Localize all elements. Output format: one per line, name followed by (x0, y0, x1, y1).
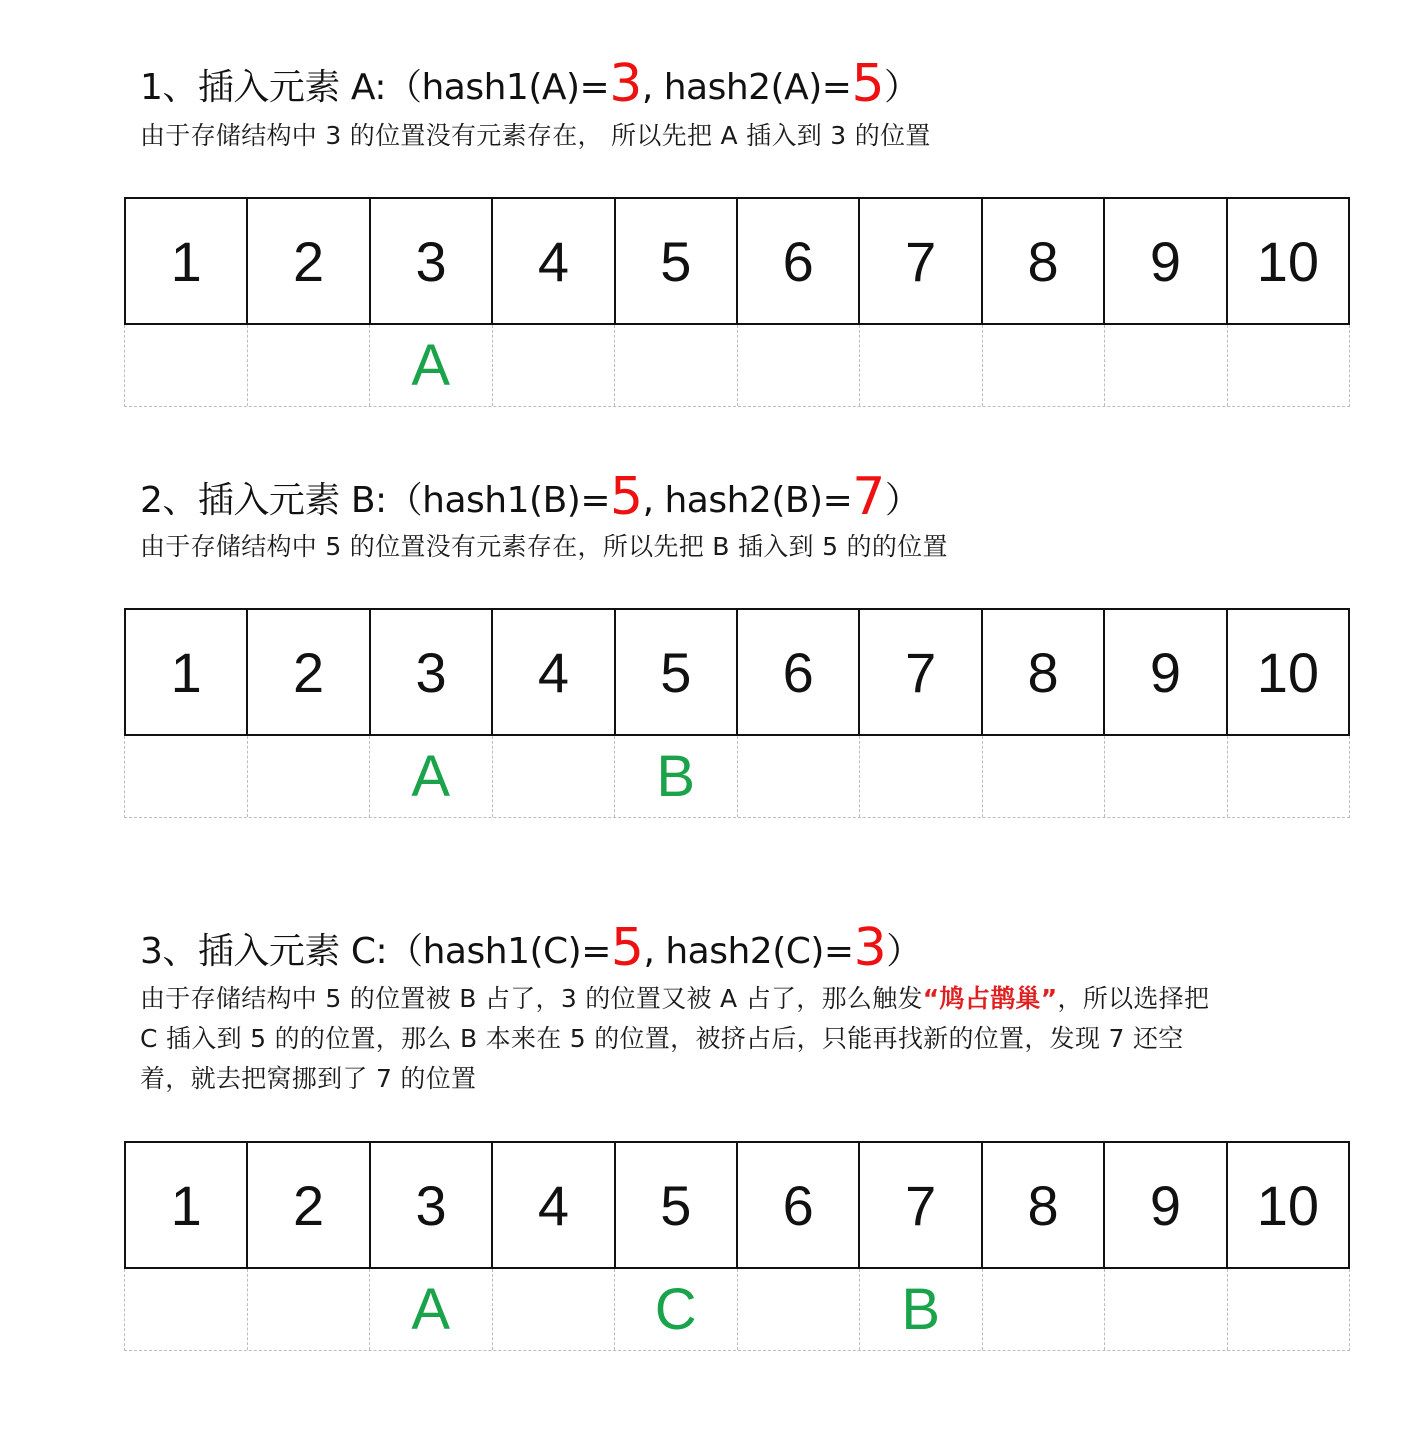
slot-index: 4 (491, 1143, 613, 1267)
slot-index: 9 (1103, 199, 1225, 323)
slot-value (859, 325, 982, 406)
slot-index: 3 (369, 610, 491, 734)
hash-table-3 (124, 1141, 1350, 1351)
slot-index: 3 (369, 199, 491, 323)
step-1-heading (140, 54, 920, 114)
slot-index: 7 (858, 1143, 980, 1267)
desc-text: 由于存储结构中 5 的位置没有元素存在，所以先把 B 插入到 5 的的位置 (140, 532, 948, 561)
slot-value (1104, 736, 1227, 817)
slot-index: 5 (614, 1143, 736, 1267)
slot-index: 4 (491, 199, 613, 323)
heading-text: , hash2(C)= (643, 931, 854, 972)
slot-value (982, 325, 1105, 406)
slot-value (1104, 1269, 1227, 1350)
slot-index: 1 (170, 1173, 202, 1237)
heading-text: , hash2(A)= (641, 67, 852, 108)
hash1-value: 5 (609, 467, 643, 527)
slot-index: 1 (170, 640, 202, 704)
slot-value-row (124, 325, 1350, 407)
slot-index: 6 (736, 1143, 858, 1267)
slot-value (1104, 325, 1227, 406)
slot-value (859, 736, 982, 817)
slot-value-row (124, 1269, 1350, 1351)
heading-text: ） (884, 480, 921, 521)
slot-index-row (124, 197, 1350, 325)
slot-index: 2 (246, 610, 368, 734)
heading-text: ） (884, 67, 920, 108)
slot-value (982, 1269, 1105, 1350)
slot-index: 2 (246, 199, 368, 323)
heading-text: , hash2(B)= (642, 480, 853, 521)
slot-value (1227, 325, 1350, 406)
slot-value-row (124, 736, 1350, 818)
step-1-description (140, 116, 1230, 156)
desc-text: ，所以选择把 C 插入到 5 的的位置，那么 B 本来在 5 的位置，被挤占后，只能再找新的位置，发现 7 还空着，就去把窝挪到了 7 的位置 (140, 984, 1210, 1093)
slot-index: 10 (1226, 1143, 1348, 1267)
slot-index: 10 (1226, 199, 1348, 323)
slot-index: 2 (246, 1143, 368, 1267)
slot-value (492, 325, 615, 406)
heading-text: 3、插入元素 C:（hash1(C)= (140, 931, 611, 972)
step-3-description (140, 979, 1230, 1099)
slot-value: A (369, 1269, 492, 1350)
hash2-value: 7 (852, 467, 885, 527)
slot-index: 9 (1103, 1143, 1225, 1267)
desc-text: 由于存储结构中 5 的位置被 B 占了，3 的位置又被 A 占了，那么触发 (140, 984, 923, 1013)
heading-text: 1、插入元素 A:（hash1(A)= (140, 67, 610, 108)
slot-value (492, 736, 615, 817)
slot-value (1227, 736, 1350, 817)
hash1-value: 3 (609, 54, 642, 114)
slot-index: 6 (736, 199, 858, 323)
slot-index: 4 (491, 610, 613, 734)
hash2-value: 5 (851, 54, 885, 114)
slot-index: 3 (369, 1143, 491, 1267)
slot-index: 8 (981, 610, 1103, 734)
slot-value: C (614, 1269, 737, 1350)
desc-highlight: “鸠占鹊巢” (922, 984, 1058, 1013)
slot-index-row (124, 608, 1350, 736)
step-2-heading (140, 467, 921, 527)
slot-value (125, 325, 247, 406)
slot-value: B (859, 1269, 982, 1350)
hash-table-1 (124, 197, 1350, 407)
slot-value: B (614, 736, 737, 817)
slot-index: 9 (1103, 610, 1225, 734)
slot-value (737, 325, 860, 406)
slot-index: 1 (170, 229, 202, 293)
slot-value (247, 1269, 370, 1350)
heading-text: 2、插入元素 B:（hash1(B)= (140, 480, 610, 521)
hash1-value: 5 (610, 918, 644, 978)
slot-index: 8 (981, 199, 1103, 323)
slot-value (737, 1269, 860, 1350)
slot-value (614, 325, 737, 406)
slot-value (737, 736, 860, 817)
slot-value (492, 1269, 615, 1350)
slot-index: 7 (858, 199, 980, 323)
step-3-heading (140, 918, 922, 978)
slot-index: 5 (614, 610, 736, 734)
heading-text: ） (886, 931, 922, 972)
hash2-value: 3 (853, 918, 887, 978)
slot-index: 10 (1226, 610, 1348, 734)
slot-value (982, 736, 1105, 817)
slot-index: 8 (981, 1143, 1103, 1267)
slot-value (247, 325, 370, 406)
slot-value (125, 736, 247, 817)
slot-value: A (369, 736, 492, 817)
hash-table-2 (124, 608, 1350, 818)
step-2-description (140, 527, 1230, 567)
slot-index: 5 (614, 199, 736, 323)
slot-value: A (369, 325, 492, 406)
slot-value (125, 1269, 247, 1350)
slot-index-row (124, 1141, 1350, 1269)
desc-text: 由于存储结构中 3 的位置没有元素存在， 所以先把 A 插入到 3 的位置 (140, 121, 931, 150)
slot-value (1227, 1269, 1350, 1350)
slot-index: 7 (858, 610, 980, 734)
slot-value (247, 736, 370, 817)
slot-index: 6 (736, 610, 858, 734)
